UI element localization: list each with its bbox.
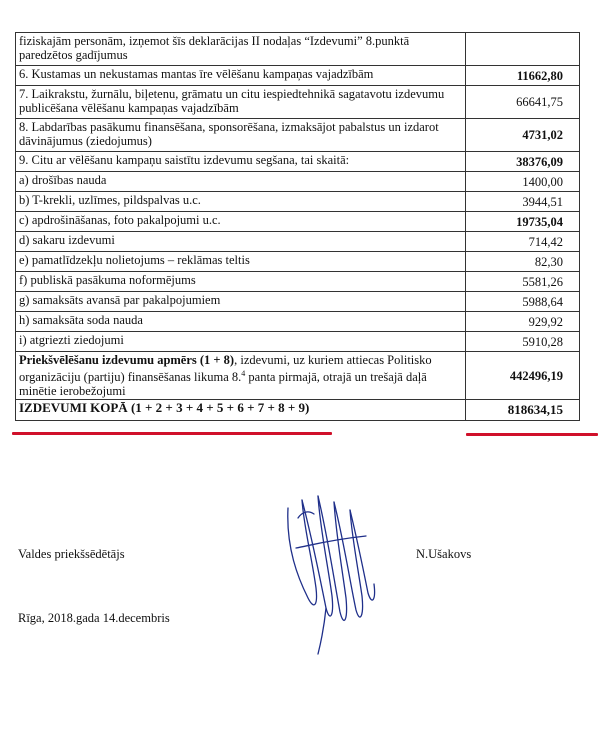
table-row	[16, 332, 580, 352]
table-row	[16, 119, 580, 152]
pre-election-row	[16, 352, 580, 400]
row-label: g) samaksāts avansā par pakalpojumiem	[16, 292, 466, 312]
expenses-table	[15, 32, 580, 421]
table-row	[16, 272, 580, 292]
row-value	[466, 33, 580, 66]
row-label: e) pamatlīdzekļu nolietojums – reklāmas teltis	[16, 252, 466, 272]
row-value: 929,92	[466, 312, 580, 332]
row-value: 11662,80	[466, 66, 580, 86]
expenses-table-container	[15, 32, 590, 421]
row-value: 1400,00	[466, 172, 580, 192]
row-value: 82,30	[466, 252, 580, 272]
row-label: 6. Kustamas un nekustamas mantas īre vēlēšanu kampaņas vajadzībām	[16, 66, 466, 86]
row-label: 9. Citu ar vēlēšanu kampaņu saistītu izdevumu segšana, tai skaitā:	[16, 152, 466, 172]
row-label: c) apdrošināšanas, foto pakalpojumi u.c.	[16, 212, 466, 232]
row-label: 8. Labdarības pasākumu finansēšana, sponsorēšana, izmaksājot pabalstus un izdarot dāvinājumus (ziedojumus)	[16, 119, 466, 152]
chairman-name: N.Ušakovs	[416, 547, 472, 561]
row-value: 5581,26	[466, 272, 580, 292]
table-row	[16, 192, 580, 212]
table-row	[16, 312, 580, 332]
row-label: i) atgriezti ziedojumi	[16, 332, 466, 352]
pre-election-label: Priekšvēlēšanu izdevumu apmērs (1 + 8), izdevumi, uz kuriem attiecas Politisko organizāciju (partiju) finansēšanas likuma 8.$^4$ panta pirmajā, otrajā un trešajā daļā minētie ierobežojumi	[16, 352, 466, 400]
row-label: b) T-krekli, uzlīmes, pildspalvas u.c.	[16, 192, 466, 212]
row-value: 5910,28	[466, 332, 580, 352]
row-value: 3944,51	[466, 192, 580, 212]
total-row	[16, 400, 580, 421]
table-row	[16, 232, 580, 252]
row-label: h) samaksāta soda nauda	[16, 312, 466, 332]
row-label: a) drošības nauda	[16, 172, 466, 192]
signature-image	[268, 488, 388, 658]
pre-election-value: 442496,19	[466, 352, 580, 400]
row-value: 38376,09	[466, 152, 580, 172]
row-value: 66641,75	[466, 86, 580, 119]
total-value: 818634,15	[466, 400, 580, 421]
place-date: Rīga, 2018.gada 14.decembris	[18, 611, 170, 625]
table-row	[16, 33, 580, 66]
row-value: 714,42	[466, 232, 580, 252]
row-label: fiziskajām personām, izņemot šīs deklarācijas II nodaļas “Izdevumi” 8.punktā paredzētos gadījumus	[16, 33, 466, 66]
total-value-underline	[466, 433, 598, 436]
row-value: 5988,64	[466, 292, 580, 312]
chairman-title: Valdes priekšsēdētājs	[18, 547, 125, 561]
row-label: d) sakaru izdevumi	[16, 232, 466, 252]
row-label: 7. Laikrakstu, žurnālu, biļetenu, grāmatu un citu iespiedtehnikā sagatavotu izdevumu publicēšana vēlēšanu kampaņas vajadzībām	[16, 86, 466, 119]
total-label: IZDEVUMI KOPĀ (1 + 2 + 3 + 4 + 5 + 6 + 7 + 8 + 9)	[16, 400, 466, 421]
total-label-underline	[12, 432, 332, 435]
table-row	[16, 152, 580, 172]
table-row	[16, 252, 580, 272]
row-value: 19735,04	[466, 212, 580, 232]
table-row	[16, 172, 580, 192]
row-label: f) publiskā pasākuma noformējums	[16, 272, 466, 292]
table-row	[16, 292, 580, 312]
table-row	[16, 86, 580, 119]
table-row	[16, 66, 580, 86]
table-row	[16, 212, 580, 232]
row-value: 4731,02	[466, 119, 580, 152]
